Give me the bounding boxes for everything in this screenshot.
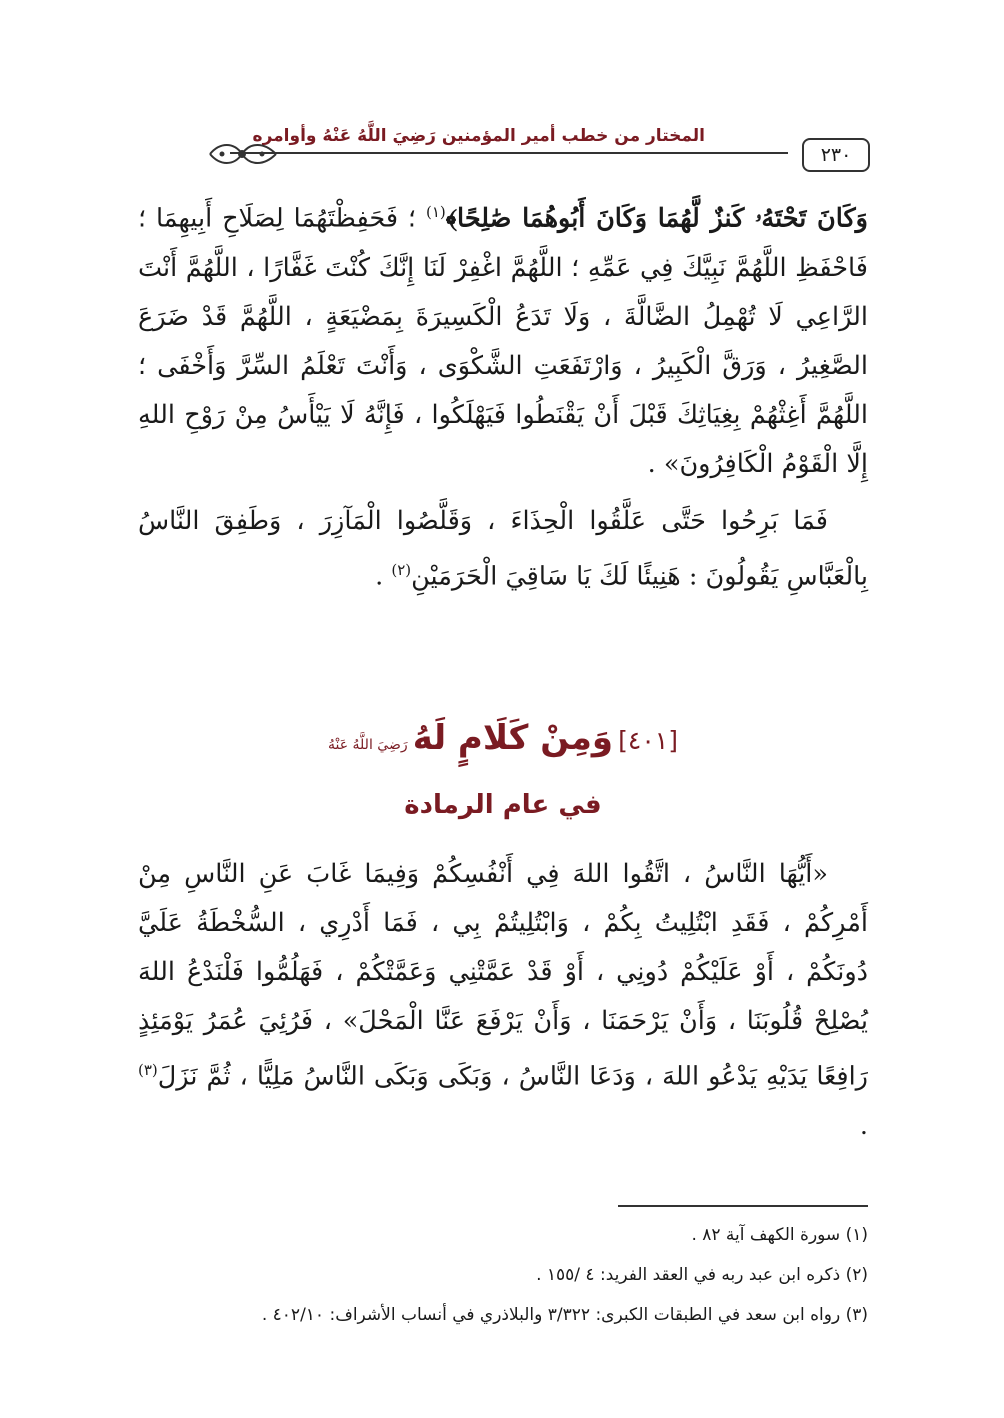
footnote-ref-3: (٣) (138, 1061, 158, 1079)
paragraph-2-end: . (375, 561, 392, 591)
paragraph-2-text: فَمَا بَرِحُوا حَتَّى عَلَّقُوا الْحِذَاءَ ، وَقَلَّصُوا الْمَآزِرَ ، وَطَفِقَ النَّاسُ بِالْعَبَّاسِ يَقُولُونَ : هَنِيئًا لَكَ يَا سَاقِيَ الْحَرَمَيْنِ (138, 505, 868, 591)
section-heading: وَمِنْ كَلَامٍ لَهُ (412, 718, 614, 758)
paragraph-3-end: . (859, 1110, 868, 1141)
paragraph-1-text: ؛ فَحَفِظْتَهُمَا لِصَلَاحِ أَبِيهِمَا ؛ فَاحْفَظِ اللَّهُمَّ نَبِيَّكَ فِي عَمِّهِ ؛ اللَّهُمَّ اغْفِرْ لَنَا إِنَّكَ كُنْتَ غَفَّارًا ، اللَّهُمَّ أَنْتَ الرَّاعِي لَا تُهْمِلُ الضَّالَّةَ ، وَلَا تَدَعُ الْكَسِيرَةَ بِمَضْيَعَةٍ ، اللَّهُمَّ قَدْ ضَرَعَ الصَّغِيرُ ، وَرَقَّ الْكَبِيرُ ، وَارْتَفَعَتِ الشَّكْوَى ، وَأَنْتَ تَعْلَمُ السِّرَّ وَأَخْفَى ؛ اللَّهُمَّ أَغِثْهُمْ بِغِيَاثِكَ قَبْلَ أَنْ يَقْنَطُوا فَيَهْلَكُوا ، فَإِنَّهُ لَا يَيْأَسُ مِنْ رَوْحِ اللهِ إِلَّا الْقَوْمُ الْكَافِرُونَ» . (138, 203, 868, 479)
footnote-ref-2: (٢) (391, 560, 412, 579)
running-title: المختار من خطب أمير المؤمنين رَضِيَ اللَّهُ عَنْهُ وأوامره (252, 126, 705, 146)
paragraph-1 (138, 188, 868, 489)
footnotes (138, 1215, 868, 1335)
footnote-2: (٢) ذكره ابن عبد ربه في العقد الفريد: ٤ /١٥٥ . (536, 1265, 868, 1285)
footnote-ref-1: (١) (425, 203, 446, 221)
main-text-top (138, 188, 868, 601)
section-subheading: في عام الرمادة (404, 790, 602, 820)
page-number: ٢٣٠ (802, 138, 870, 172)
section-honorific: رَضِيَ اللَّهُ عَنْهُ (328, 737, 408, 753)
footnote-3: (٣) رواه ابن سعد في الطبقات الكبرى: ٣/٣٢٢ والبلاذري في أنساب الأشراف: ٤٠٢/١٠ . (261, 1305, 868, 1325)
header-rule (230, 152, 788, 154)
page-header (140, 118, 870, 178)
section-number: [٤٠١] (618, 726, 678, 755)
quran-verse: وَكَانَ تَحْتَهُۥ كَنزٌ لَّهُمَا وَكَانَ أَبُوهُمَا صَٰلِحًا﴾ (445, 203, 868, 234)
paragraph-3 (138, 850, 868, 1151)
main-text-section (138, 850, 868, 1151)
footnote-1: (١) سورة الكهف آية ٨٢ . (691, 1225, 868, 1245)
paragraph-2 (138, 497, 868, 602)
ornament-icon (208, 140, 278, 168)
paragraph-3-text: «أَيُّهَا النَّاسُ ، اتَّقُوا اللهَ فِي أَنْفُسِكُمْ وَفِيمَا غَابَ عَنِ النَّاسِ مِنْ أَمْرِكُمْ ، فَقَدِ ابْتُلِيتُ بِكُمْ ، وَابْتُلِيتُمْ بِي ، فَمَا أَدْرِي ، السُّخْطَةُ عَلَيَّ دُونَكُمْ ، أَوْ عَلَيْكُمْ دُونِي ، أَوْ قَدْ عَمَّتْنِي وَعَمَّتْكُمْ ، فَهَلُمُّوا فَلْنَدْعُ اللهَ يُصْلِحْ قُلُوبَنَا ، وَأَنْ يَرْحَمَنَا ، وَأَنْ يَرْفَعَ عَنَّا الْمَحْلَ» ، فَرُئِيَ عُمَرُ يَوْمَئِذٍ رَافِعًا يَدَيْهِ يَدْعُو اللهَ ، وَدَعَا النَّاسُ ، وَبَكَى وَبَكَى النَّاسُ مَلِيًّا ، ثُمَّ نَزَلَ (138, 859, 868, 1092)
footnote-rule (618, 1205, 868, 1207)
section-title (138, 718, 868, 758)
